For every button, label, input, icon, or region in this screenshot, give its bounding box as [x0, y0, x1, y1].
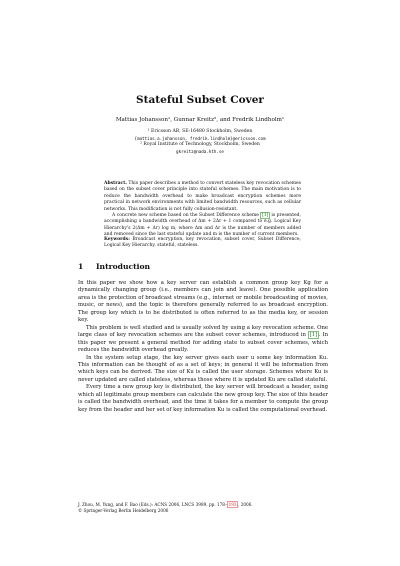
abstract [104, 181, 301, 239]
body-text-2b: . In this paper we present a general method for adding state to subset cover schemes, which reduces the bandwidth overhead greatly. [78, 332, 328, 354]
abstract-paragraph-2 [104, 213, 301, 239]
body-paragraph-1: In this paper we show how a key server can establish a common group key Kg for a dynamically changing group (i.e., members can join and leave). One possible application area is the protection of broadcast streams (e.g., internet or mobile broadcasting of movies, music, or news), and the topic is therefore generally referred to as broadcast encryption. The group key which is to be distributed is often referred to as the media key, or session key. [78, 280, 328, 324]
abstract-paragraph-1 [104, 181, 301, 213]
section-heading [78, 262, 328, 271]
affiliations [0, 129, 400, 155]
section-title: Introduction [96, 262, 151, 271]
keywords-text: Broadcast encryption, key revocation, subset cover, Subset Difference, Logical Key Hierarchy, stateful, stateless. [104, 237, 301, 249]
page-link[interactable]: 193 [228, 502, 237, 507]
citation-link[interactable]: [1] [261, 213, 269, 219]
author-list: Mattias Johansson¹, Gunnar Kreitz², and Fredrik Lindholm¹ [115, 117, 285, 123]
footer-text-1a: J. Zhou, M. Yung, and F. Bao (Eds.): ACNS 2006, LNCS 3989, pp. 178– [78, 502, 228, 507]
affiliation-1: ¹ Ericsson AB, SE-16480 Stockholm, Sweden [147, 129, 253, 134]
citation-link[interactable]: [1] [309, 332, 318, 339]
abstract-text-1: This paper describes a method to convert stateless key revocation schemes based on the subset cover principle into stateful schemes. The main motivation is to reduce the bandwidth overhead to make broadcast encryption schemes more practical in network environments with limited bandwidth resources, such as cellular networks. This modification is not fully collusion-resistant. [104, 181, 301, 212]
abstract-text-2b: is presented, accomplishing a bandwidth overhead of Δm + 2Δr + 1 compared to e.g. Logical Key Hierarchy's 2(Δm + Δr) log m, where Δm and Δr is the number of members added and removed since the last stateful update and m is the number of current members. [104, 213, 301, 238]
body-paragraph-3: In the system setup stage, the key server gives each user u some key information Ku. This information can be thought of as a set of keys; in general it will be information from which keys can be derived. The size of Ku is called the user storage. Schemes where Ku is never updated are called stateless, whereas those where it is updated Ku are called stateful. [78, 354, 328, 383]
abstract-label: Abstract. [104, 181, 127, 186]
affiliation-2-email[interactable]: gkreitz@nada.kth.se [176, 148, 224, 154]
footer-line-2: © Springer-Verlag Berlin Heidelberg 2006 [78, 507, 169, 513]
section-number: 1 [78, 262, 84, 271]
affiliation-2: ² Royal Institute of Technology, Stockholm, Sweden [140, 142, 260, 148]
abstract-text-2a: A concrete new scheme based on the Subset Difference scheme [112, 213, 261, 219]
footer-text-1b: , 2006. [238, 502, 253, 507]
keywords [104, 237, 301, 250]
body-text-2a: This problem is well studied and is usually solved by using a key revocation scheme. One large class of key revocation schemes are the subset cover schemes, introduced in [78, 324, 328, 339]
body-paragraph-2 [78, 325, 328, 355]
body-text [78, 280, 328, 414]
body-paragraph-4: Every time a new group key is distributed, the key server will broadcast a header, using which all legitimate group members can calculate the new group key. The size of this header is called the bandwidth overhead, and the time it takes for a member to compute the group key from the header and her set of key information Ku is called the computational overhead. [78, 384, 328, 413]
paper-title: Stateful Subset Cover [136, 94, 264, 106]
keywords-label: Keywords: [104, 237, 130, 242]
footer-citation [78, 502, 328, 513]
affiliation-1-email[interactable]: {mattias.a.johansson, fredrik.lindholm}@ericsson.com [134, 135, 266, 141]
